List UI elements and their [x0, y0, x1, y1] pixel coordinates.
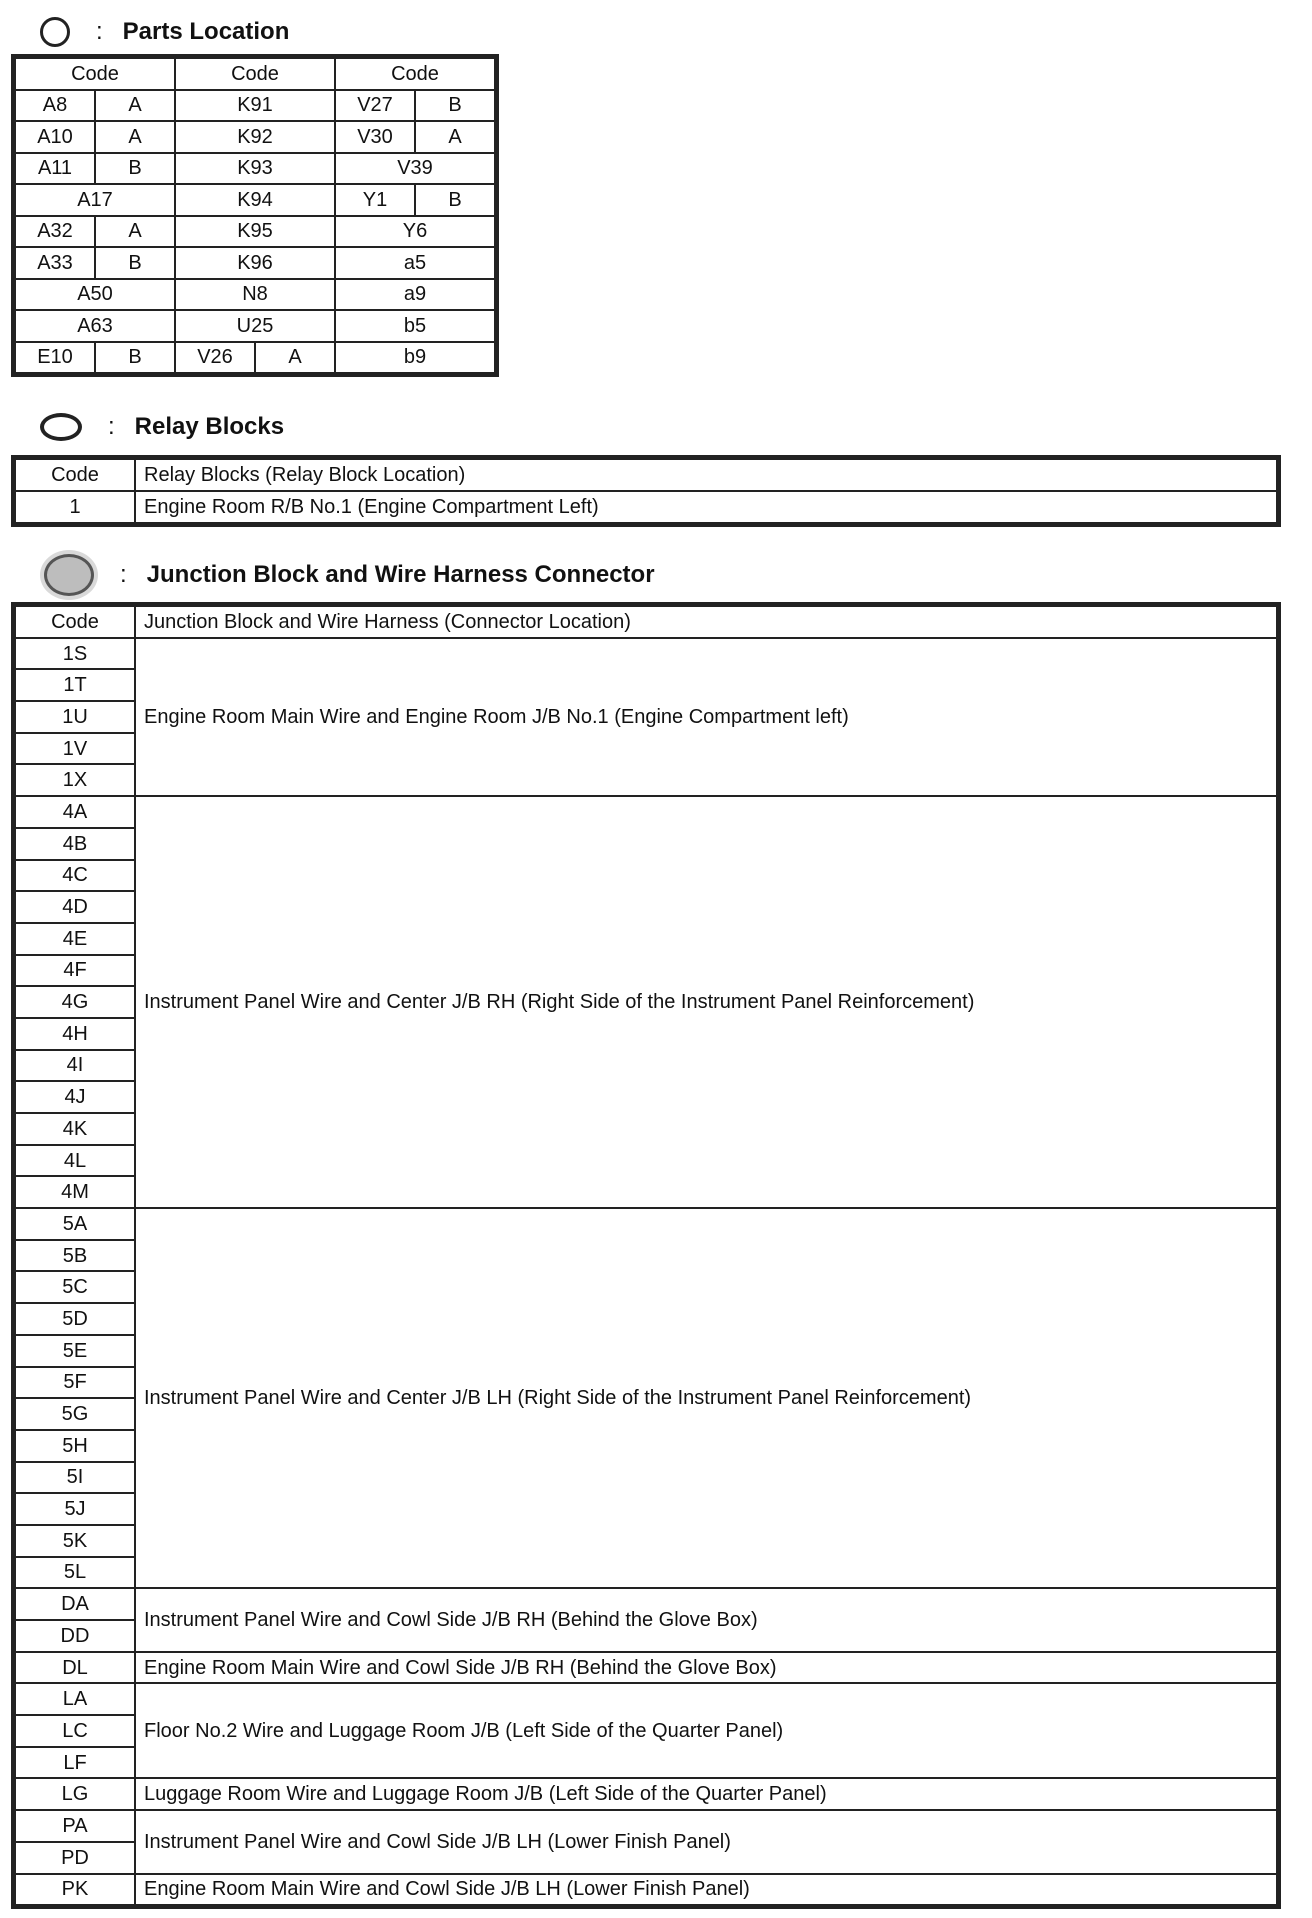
- connector-code: PA: [15, 1810, 135, 1842]
- connector-code: 4F: [15, 955, 135, 987]
- jb-header-code: Code: [15, 606, 135, 638]
- table-row: [15, 1588, 1277, 1620]
- part-code: A8: [15, 90, 95, 122]
- relay-header-code: Code: [15, 459, 135, 491]
- part-location-letter: B: [95, 153, 175, 185]
- connector-code: PK: [15, 1874, 135, 1906]
- connector-description: Engine Room Main Wire and Engine Room J/B No.1 (Engine Compartment left): [135, 638, 1277, 796]
- part-location-letter: B: [95, 342, 175, 374]
- connector-code: 4K: [15, 1113, 135, 1145]
- relay-header-desc: Relay Blocks (Relay Block Location): [135, 459, 1277, 491]
- connector-code: 5I: [15, 1462, 135, 1494]
- part-code: A10: [15, 121, 95, 153]
- connector-code: 5A: [15, 1208, 135, 1240]
- connector-code: DA: [15, 1588, 135, 1620]
- connector-description: Instrument Panel Wire and Cowl Side J/B RH (Behind the Glove Box): [135, 1588, 1277, 1651]
- table-row: [15, 796, 1277, 828]
- shaded-oval-icon: [44, 554, 94, 596]
- connector-code: 4G: [15, 986, 135, 1018]
- connector-code: 4C: [15, 860, 135, 892]
- connector-code: 4M: [15, 1176, 135, 1208]
- part-code: a5: [335, 247, 495, 279]
- connector-description: Instrument Panel Wire and Cowl Side J/B LH (Lower Finish Panel): [135, 1810, 1277, 1873]
- part-code: Y6: [335, 216, 495, 248]
- part-code: V39: [335, 153, 495, 185]
- table-row: [15, 153, 495, 185]
- jb-header-desc: Junction Block and Wire Harness (Connector Location): [135, 606, 1277, 638]
- table-row: [15, 1778, 1277, 1810]
- connector-code: 5L: [15, 1557, 135, 1589]
- connector-description: Luggage Room Wire and Luggage Room J/B (Left Side of the Quarter Panel): [135, 1778, 1277, 1810]
- part-code: E10: [15, 342, 95, 374]
- connector-code: 5F: [15, 1367, 135, 1399]
- table-row: [15, 121, 495, 153]
- part-code: V27: [335, 90, 415, 122]
- part-code: A33: [15, 247, 95, 279]
- part-code: K91: [175, 90, 335, 122]
- connector-code: 4I: [15, 1050, 135, 1082]
- part-code: K94: [175, 184, 335, 216]
- heading-colon: :: [96, 18, 103, 45]
- parts-location-heading: [40, 12, 289, 52]
- part-location-letter: B: [95, 247, 175, 279]
- table-row: [15, 279, 495, 311]
- part-location-letter: A: [95, 90, 175, 122]
- table-row: [15, 247, 495, 279]
- part-code: K92: [175, 121, 335, 153]
- relay-blocks-heading: [40, 407, 284, 447]
- part-code: b5: [335, 310, 495, 342]
- table-row: [15, 638, 1277, 670]
- connector-code: 4E: [15, 923, 135, 955]
- connector-code: 1X: [15, 764, 135, 796]
- connector-code: 5J: [15, 1493, 135, 1525]
- part-location-letter: A: [95, 216, 175, 248]
- part-code: V26: [175, 342, 255, 374]
- part-location-letter: A: [415, 121, 495, 153]
- junction-block-heading: [40, 555, 655, 595]
- table-row: [15, 342, 495, 374]
- circle-icon: [40, 17, 70, 47]
- part-code: b9: [335, 342, 495, 374]
- connector-description: Instrument Panel Wire and Center J/B RH (Right Side of the Instrument Panel Reinforcement): [135, 796, 1277, 1208]
- parts-header-code: Code: [335, 58, 495, 90]
- connector-code: 5G: [15, 1398, 135, 1430]
- connector-description: Engine Room Main Wire and Cowl Side J/B RH (Behind the Glove Box): [135, 1652, 1277, 1684]
- part-code: K96: [175, 247, 335, 279]
- part-code: A11: [15, 153, 95, 185]
- table-row: [15, 90, 495, 122]
- parts-location-table: [14, 57, 496, 374]
- connector-code: 1V: [15, 733, 135, 765]
- connector-code: 5K: [15, 1525, 135, 1557]
- connector-description: Instrument Panel Wire and Center J/B LH (Right Side of the Instrument Panel Reinforcement): [135, 1208, 1277, 1588]
- part-code: A32: [15, 216, 95, 248]
- table-row: [15, 216, 495, 248]
- connector-code: PD: [15, 1842, 135, 1874]
- connector-code: 5E: [15, 1335, 135, 1367]
- part-code: N8: [175, 279, 335, 311]
- part-code: U25: [175, 310, 335, 342]
- relay-description: Engine Room R/B No.1 (Engine Compartment Left): [135, 491, 1277, 523]
- relay-blocks-title: Relay Blocks: [134, 413, 285, 440]
- table-row: [15, 1208, 1277, 1240]
- connector-code: 4B: [15, 828, 135, 860]
- parts-location-title: Parts Location: [122, 18, 290, 45]
- connector-code: 5D: [15, 1303, 135, 1335]
- junction-block-title: Junction Block and Wire Harness Connector: [146, 561, 655, 588]
- connector-code: 4L: [15, 1145, 135, 1177]
- part-code: V30: [335, 121, 415, 153]
- table-row: [15, 491, 1277, 523]
- relay-code: 1: [15, 491, 135, 523]
- connector-code: 5B: [15, 1240, 135, 1272]
- part-code: A17: [15, 184, 175, 216]
- connector-code: 4D: [15, 891, 135, 923]
- table-row: [15, 310, 495, 342]
- table-row: [15, 1652, 1277, 1684]
- connector-code: 1U: [15, 701, 135, 733]
- part-code: A63: [15, 310, 175, 342]
- part-location-letter: B: [415, 184, 495, 216]
- heading-colon: :: [120, 561, 127, 588]
- table-row: [15, 1874, 1277, 1906]
- relay-blocks-table: [14, 458, 1278, 524]
- connector-code: 4H: [15, 1018, 135, 1050]
- part-code: a9: [335, 279, 495, 311]
- part-location-letter: A: [255, 342, 335, 374]
- connector-code: 4A: [15, 796, 135, 828]
- connector-code: DD: [15, 1620, 135, 1652]
- connector-code: 4J: [15, 1081, 135, 1113]
- connector-description: Floor No.2 Wire and Luggage Room J/B (Left Side of the Quarter Panel): [135, 1683, 1277, 1778]
- part-location-letter: A: [95, 121, 175, 153]
- part-code: K93: [175, 153, 335, 185]
- connector-code: LA: [15, 1683, 135, 1715]
- part-code: A50: [15, 279, 175, 311]
- connector-code: 5C: [15, 1271, 135, 1303]
- junction-block-table: [14, 605, 1278, 1906]
- heading-colon: :: [108, 413, 115, 440]
- part-code: K95: [175, 216, 335, 248]
- connector-code: 1T: [15, 669, 135, 701]
- connector-code: 1S: [15, 638, 135, 670]
- connector-description: Engine Room Main Wire and Cowl Side J/B LH (Lower Finish Panel): [135, 1874, 1277, 1906]
- parts-header-code: Code: [15, 58, 175, 90]
- parts-header-code: Code: [175, 58, 335, 90]
- connector-code: LC: [15, 1715, 135, 1747]
- connector-code: LF: [15, 1747, 135, 1779]
- oval-icon: [40, 413, 82, 441]
- part-location-letter: B: [415, 90, 495, 122]
- table-row: [15, 1810, 1277, 1842]
- table-row: [15, 1683, 1277, 1715]
- table-row: [15, 184, 495, 216]
- connector-code: LG: [15, 1778, 135, 1810]
- connector-code: 5H: [15, 1430, 135, 1462]
- part-code: Y1: [335, 184, 415, 216]
- connector-code: DL: [15, 1652, 135, 1684]
